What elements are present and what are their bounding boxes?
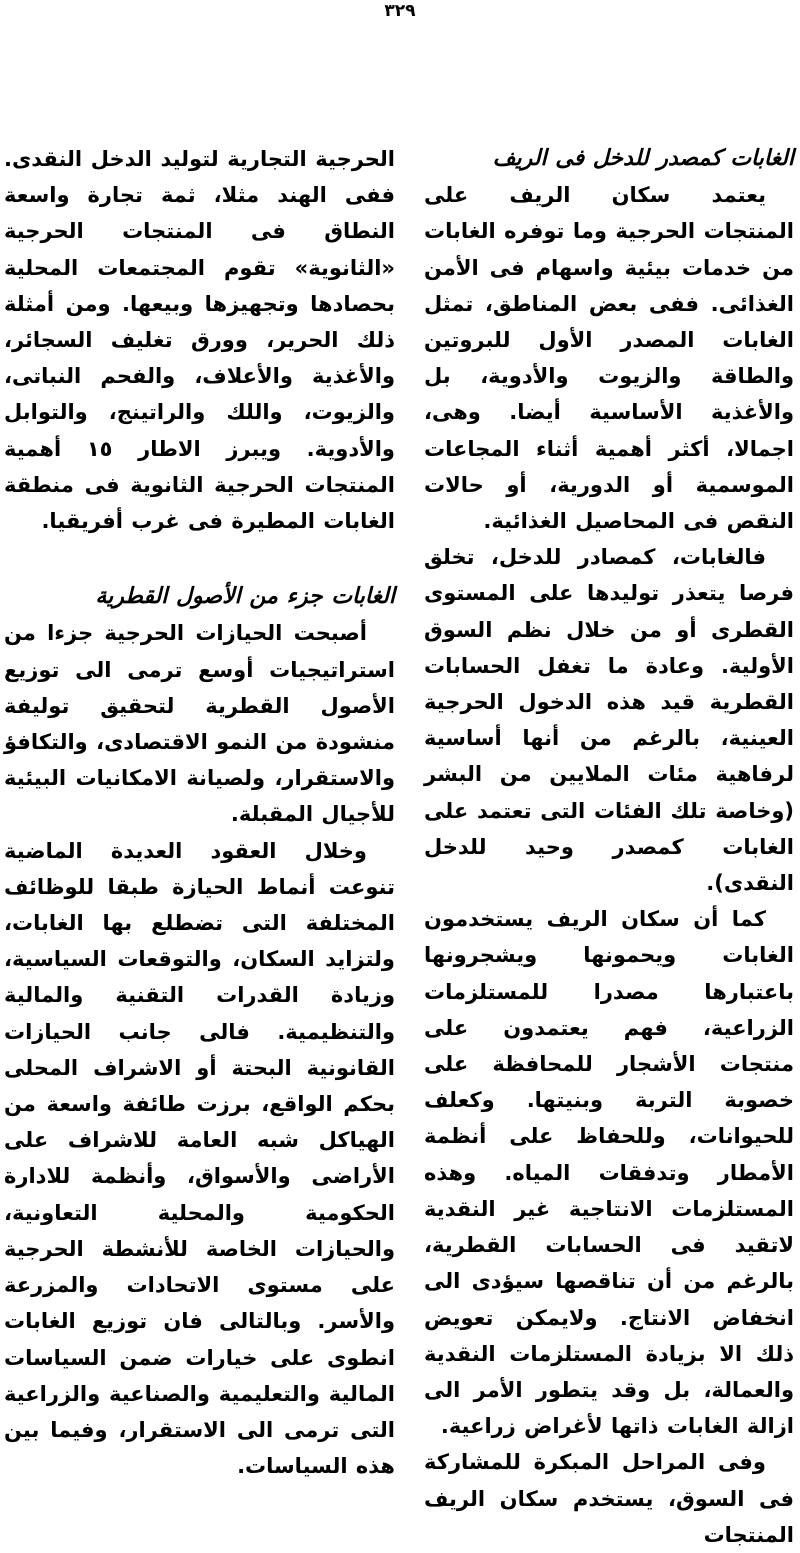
section-heading-forests-income-source: الغابات كمصدر للدخل فى الريف	[492, 146, 794, 171]
paragraph-continues-next-column: وفى المراحل المبكرة للمشاركة فى السوق، يستخدم سكان الريف المنتجات	[424, 1450, 794, 1547]
column-left	[4, 141, 395, 1484]
paragraph: فالغابات، كمصادر للدخل، تخلق فرصا يتعذر توليدها على المستوى القطرى أو من خلال نظم السوق الأولية. وعادة ما تغفل الحسابات القطرية قيد هذه الدخول الحرجية العينية، بالرغم من أنها أساسية لرفاهية مئات الملايين من البشر (وخاصة تلك الفئات التى تعتمد على الغابات كمصدر وحيد للدخل النقدى).	[424, 545, 794, 896]
section-heading-forests-national-assets: الغابات جزء من الأصول القطرية	[95, 584, 395, 610]
page-number: ٣٢٩	[384, 1, 416, 21]
paragraph: كما أن سكان الريف يستخدمون الغابات ويحمونها ويشجرونها باعتبارها مصدرا للمستلزمات الزراعية، فهم يعتمدون على منتجات الأشجار للمحافظة على خصوبة التربة وبنيتها. وكعلف للحيوانات، وللحفاظ على أنظمة الأمطار وتدفقات المياه. وهذه المستلزمات الانتاجية غير النقدية لاتقيد فى الحسابات القطرية، بالرغم من أن تناقصها سيؤدى الى انخفاض الانتاج. ولايمكن تعويض ذلك الا بزيادة المستلزمات النقدية والعمالة، بل وقد يتطور الأمر الى ازالة الغابات ذاتها لأغراض زراعية.	[424, 907, 794, 1439]
paragraph: وخلال العقود العديدة الماضية تنوعت أنماط الحيازة طبقا للوظائف المختلفة التى تضطلع بها الغابات، ولتزايد السكان، والتوقعات السياسية، وزيادة القدرات التقنية والمالية والتنظيمية. فالى جانب الحيازات القانونية البحتة أو الاشراف المحلى بحكم الواقع، برزت طائفة واسعة من الهياكل شبه العامة للاشراف على الأراضى والأسواق، وأنظمة للادارة الحكومية والمحلية التعاونية، والحيازات الخاصة للأنشطة الحرجية على مستوى الاتحادات والمزرعة والأسر. وبالتالى فان توزيع الغابات انطوى على خيارات ضمن السياسات المالية والتعليمية والصناعية والزراعية التى ترمى الى الاستقرار، وفيما بين هذه السياسات.	[4, 838, 395, 1479]
column-right	[424, 141, 794, 1553]
paragraph: يعتمد سكان الريف على المنتجات الحرجية وما توفره الغابات من خدمات بيئية واسهام فى الأمن الغذائى. ففى بعض المناطق، تمثل الغابات المصدر الأول للبروتين والطاقة والزيوت والأدوية، بل والأغذية الأساسية أيضا. وهى، اجمالا، أكثر أهمية أثناء المجاعات الموسمية أو الدورية، أو حالات النقص فى المحاصيل الغذائية.	[424, 183, 794, 534]
paragraph-continuation-from-right-column: الحرجية التجارية لتوليد الدخل النقدى. ففى الهند مثلا، ثمة تجارة واسعة النطاق فى المنتجات الحرجية «الثانوية» تقوم المجتمعات المحلية بحصادها وتجهيزها وبيعها. ومن أمثلة ذلك الحرير، وورق تغليف السجائر، والأغذية والأعلاف، والفحم النباتى، والزيوت، واللك والراتينج، والتوابل والأدوية. ويبرز الاطار ١٥ أهمية المنتجات الحرجية الثانوية فى منطقة الغابات المطيرة فى غرب أفريقيا.	[4, 147, 395, 534]
paragraph: أصبحت الحيازات الحرجية جزءا من استراتيجيات أوسع ترمى الى توزيع الأصول القطرية لتحقيق توليفة منشودة من النمو الاقتصادى، والتكافؤ والاستقرار، ولصيانة الامكانيات البيئية للأجيال المقبلة.	[4, 621, 395, 827]
